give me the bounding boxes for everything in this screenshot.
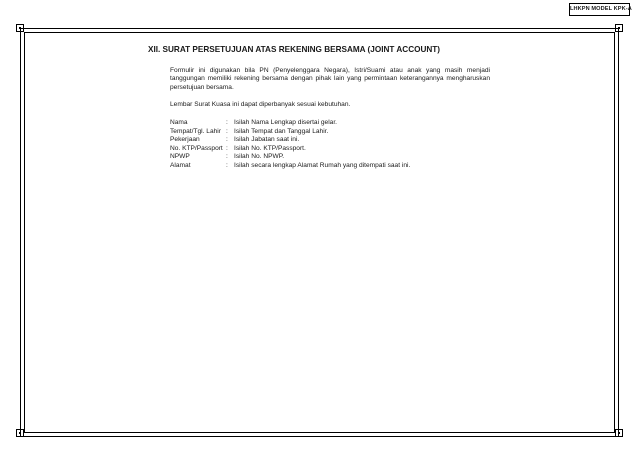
section-body	[170, 67, 490, 171]
field-label: Tempat/Tgl. Lahir	[170, 127, 221, 135]
corner-ornament-bottom-right	[615, 429, 623, 437]
corner-ornament-bottom-left	[16, 429, 24, 437]
field-description: Isilah Nama Lengkap disertai gelar.	[234, 118, 337, 126]
copy-note-paragraph: Lembar Surat Kuasa ini dapat diperbanyak sesuai kebutuhan.	[170, 101, 351, 109]
field-label: NPWP	[170, 153, 190, 161]
field-description: Isilah Tempat dan Tanggal Lahir.	[234, 127, 329, 135]
field-separator: :	[226, 153, 228, 161]
field-separator: :	[226, 144, 228, 152]
field-row-alamat	[170, 162, 490, 171]
corner-ornament-top-right	[615, 24, 623, 32]
field-label: No. KTP/Passport	[170, 144, 223, 152]
field-row-npwp	[170, 153, 490, 162]
field-separator: :	[226, 136, 228, 144]
field-row-ktp-passport	[170, 145, 490, 154]
field-separator: :	[226, 161, 228, 169]
field-description: Isilah No. NPWP.	[234, 153, 285, 161]
field-description: Isilah secara lengkap Alamat Rumah yang ditempati saat ini.	[234, 161, 411, 169]
field-separator: :	[226, 118, 228, 126]
field-description: Isilah No. KTP/Passport.	[234, 144, 306, 152]
field-label: Alamat	[170, 161, 191, 169]
section-content	[148, 46, 508, 171]
field-row-nama	[170, 119, 490, 128]
instruction-paragraph: Formulir ini digunakan bila PN (Penyelenggara Negara), Istri/Suami atau anak yang masih menjadi tanggungan memiliki rekening bersama dengan pihak lain yang permintaan keterangannya mengharuskan persetujuan bersama.	[170, 66, 490, 91]
section-title: XII. SURAT PERSETUJUAN ATAS REKENING BERSAMA (JOINT ACCOUNT)	[148, 45, 441, 54]
form-code-badge: LHKPN MODEL KPK-A	[569, 3, 630, 16]
corner-ornament-top-left	[16, 24, 24, 32]
field-separator: :	[226, 127, 228, 135]
field-label: Nama	[170, 118, 188, 126]
field-row-pekerjaan	[170, 136, 490, 145]
field-row-tempat-tgl-lahir	[170, 128, 490, 137]
field-description: Isilah Jabatan saat ini.	[234, 136, 300, 144]
field-label: Pekerjaan	[170, 136, 200, 144]
